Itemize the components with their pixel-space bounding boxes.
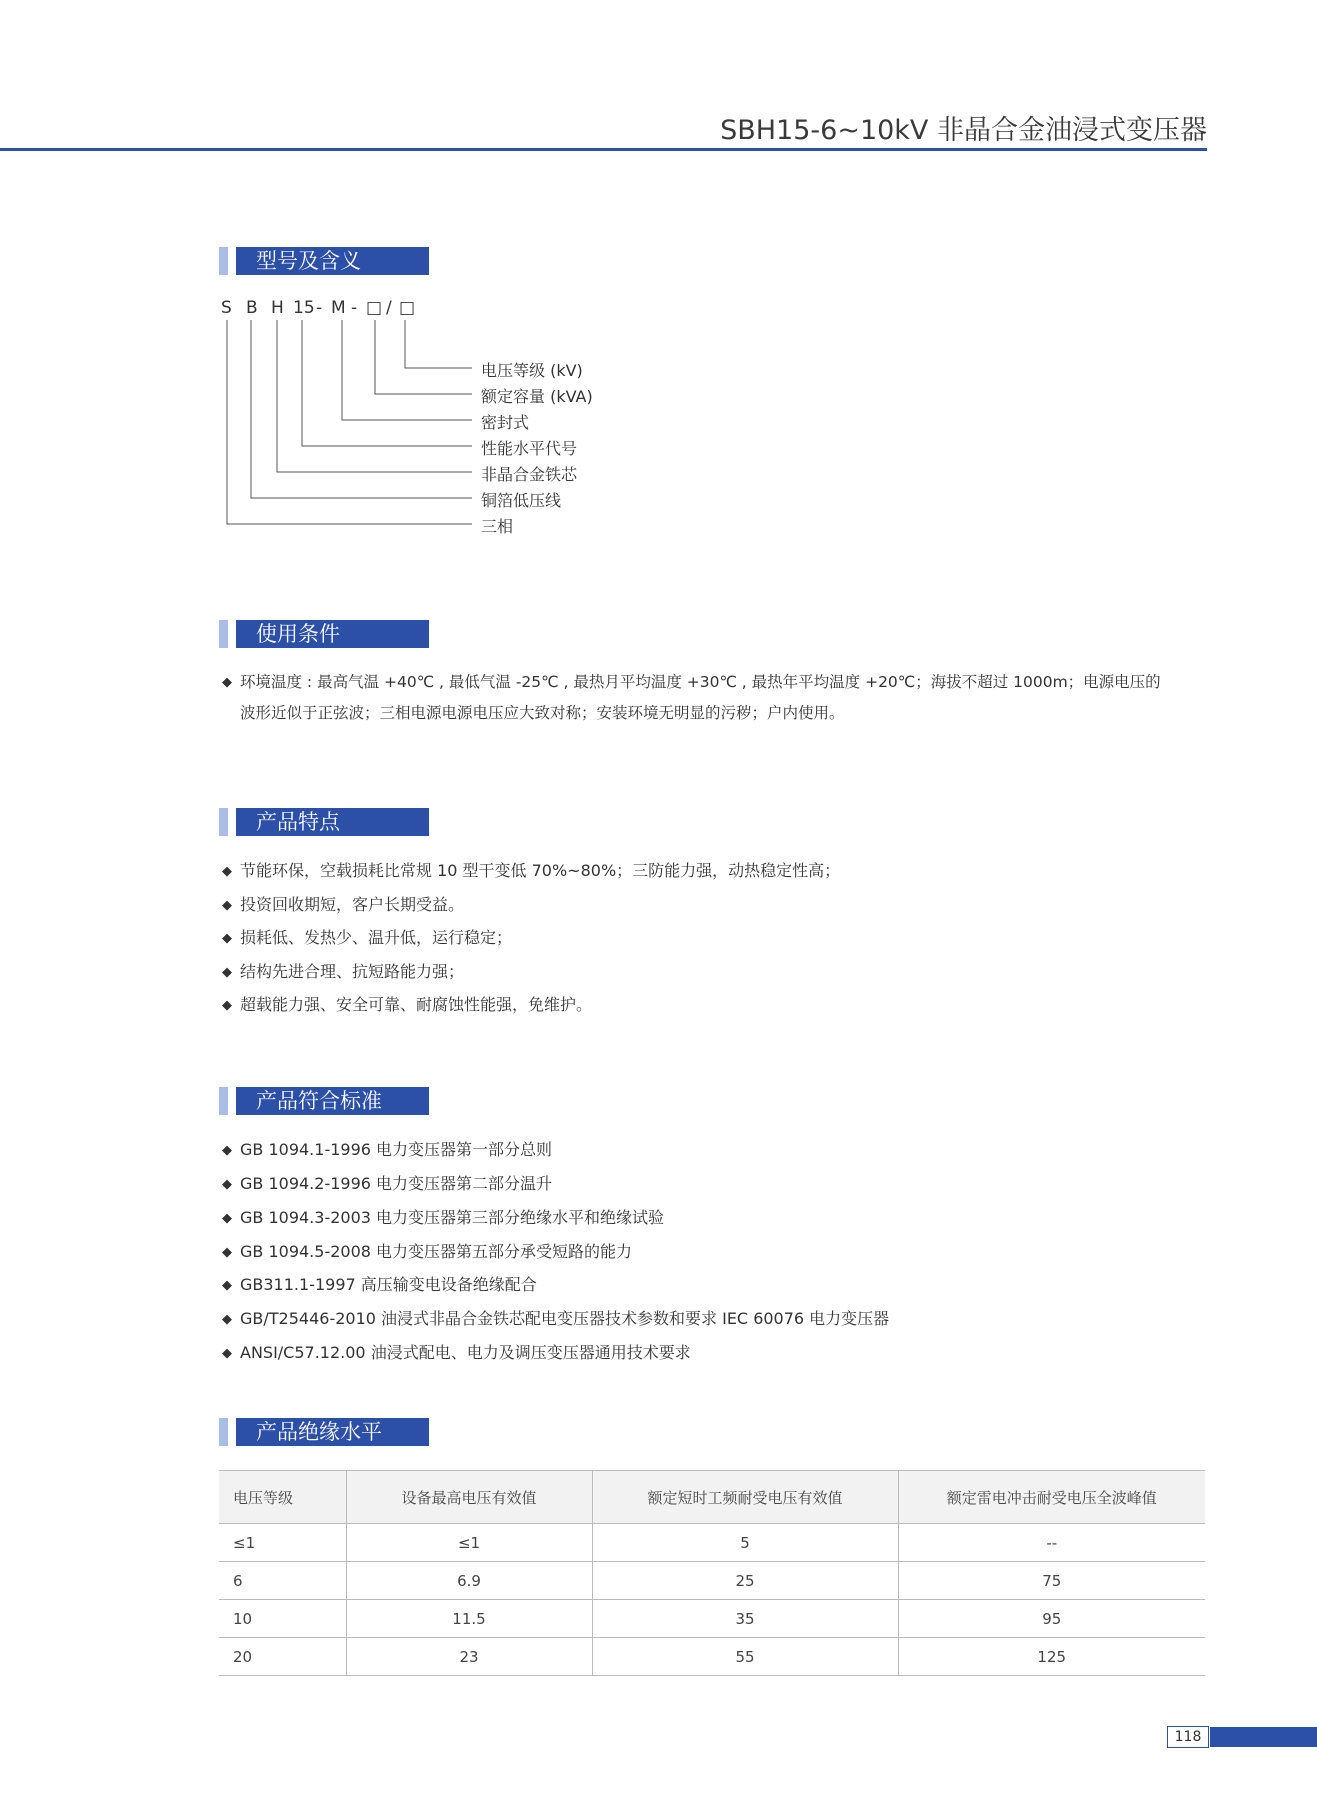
table-cell: -- — [898, 1524, 1205, 1562]
model-legend-lines — [219, 318, 479, 528]
feature-item: ◆ 投资回收期短，客户长期受益。 — [222, 895, 465, 914]
table-row — [219, 1638, 1205, 1676]
table-cell: 35 — [592, 1600, 898, 1638]
model-code-char: S — [221, 298, 232, 318]
table-cell: 75 — [898, 1562, 1205, 1600]
model-code-char: □ — [399, 298, 416, 318]
table-row — [219, 1600, 1205, 1638]
section-title: 产品符合标准 — [236, 1087, 429, 1115]
model-code-char: H — [271, 298, 284, 318]
model-code-char: - — [316, 298, 323, 318]
legend-line — [302, 320, 472, 446]
model-legend-item: 三相 — [481, 517, 514, 536]
table-cell: ≤1 — [219, 1524, 346, 1562]
table-cell: 6.9 — [346, 1562, 592, 1600]
section-title: 使用条件 — [236, 620, 429, 648]
table-row — [219, 1524, 1205, 1562]
section-marker — [219, 620, 228, 648]
standard-item: ◆ GB 1094.3-2003 电力变压器第三部分绝缘水平和绝缘试验 — [222, 1208, 665, 1227]
conditions-line: ◆ 环境温度 : 最高气温 +40℃ , 最低气温 -25℃ , 最热月平均温度 +30℃ , 最热年平均温度 +20℃；海拔不超过 1000m；电源电压的 — [222, 673, 1161, 691]
bullet-icon: ◆ — [222, 1312, 232, 1327]
header-rule — [0, 148, 1207, 151]
bullet-icon: ◆ — [222, 1177, 232, 1192]
section-marker — [219, 1087, 228, 1115]
model-code-char: - — [351, 298, 358, 318]
model-code-char: B — [246, 298, 258, 318]
page-number: 118 — [1167, 1726, 1209, 1748]
model-legend-item: 额定容量 (kVA) — [481, 387, 593, 406]
bullet-icon: ◆ — [222, 965, 232, 980]
bullet-icon: ◆ — [222, 998, 232, 1013]
table-header-row — [219, 1471, 1205, 1524]
legend-line — [405, 320, 472, 368]
model-legend-item: 电压等级 (kV) — [481, 361, 583, 380]
legend-line — [342, 320, 472, 420]
section-title: 型号及含义 — [236, 247, 429, 275]
table-cell: ≤1 — [346, 1524, 592, 1562]
model-code-char: / — [386, 298, 392, 318]
standard-item: ◆ GB/T25446-2010 油浸式非晶合金铁芯配电变压器技术参数和要求 IEC 60076 电力变压器 — [222, 1309, 890, 1328]
table-row — [219, 1562, 1205, 1600]
table-cell: 55 — [592, 1638, 898, 1676]
table-cell: 6 — [219, 1562, 346, 1600]
bullet-icon: ◆ — [222, 1245, 232, 1260]
table-cell: 20 — [219, 1638, 346, 1676]
bullet-icon: ◆ — [222, 1143, 232, 1158]
legend-line — [375, 320, 472, 394]
bullet-icon: ◆ — [222, 1278, 232, 1293]
section-title: 产品特点 — [236, 808, 429, 836]
table-cell: 95 — [898, 1600, 1205, 1638]
bullet-icon: ◆ — [222, 898, 232, 913]
model-legend-item: 性能水平代号 — [481, 439, 578, 458]
bullet-icon: ◆ — [222, 1211, 232, 1226]
legend-line — [227, 320, 472, 524]
table-cell: 125 — [898, 1638, 1205, 1676]
model-code-char: □ — [366, 298, 383, 318]
column-header: 额定雷电冲击耐受电压全波峰值 — [898, 1471, 1205, 1524]
column-header: 电压等级 — [219, 1471, 346, 1524]
page-number-bar — [1210, 1727, 1317, 1747]
standard-item: ◆ GB 1094.1-1996 电力变压器第一部分总则 — [222, 1140, 553, 1159]
model-legend-item: 铜箔低压线 — [481, 491, 562, 510]
bullet-icon: ◆ — [222, 1346, 232, 1361]
feature-item: ◆ 损耗低、发热少、温升低，运行稳定； — [222, 928, 513, 947]
legend-line — [251, 320, 472, 498]
table-cell: 5 — [592, 1524, 898, 1562]
standard-item: ◆ GB311.1-1997 高压输变电设备绝缘配合 — [222, 1275, 537, 1294]
section-marker — [219, 808, 228, 836]
column-header: 额定短时工频耐受电压有效值 — [592, 1471, 898, 1524]
model-code-char: M — [331, 298, 346, 318]
model-legend-item: 密封式 — [481, 413, 530, 432]
bullet-icon: ◆ — [222, 864, 232, 879]
table-cell: 11.5 — [346, 1600, 592, 1638]
feature-item: ◆ 超载能力强、安全可靠、耐腐蚀性能强，免维护。 — [222, 995, 593, 1014]
column-header: 设备最高电压有效值 — [346, 1471, 592, 1524]
feature-item: ◆ 结构先进合理、抗短路能力强； — [222, 962, 465, 981]
insulation-table — [219, 1470, 1205, 1676]
model-code-char: 15 — [293, 298, 315, 318]
standard-item: ◆ ANSI/C57.12.00 油浸式配电、电力及调压变压器通用技术要求 — [222, 1343, 691, 1362]
table-cell: 10 — [219, 1600, 346, 1638]
model-legend-item: 非晶合金铁芯 — [481, 465, 578, 484]
standard-item: ◆ GB 1094.2-1996 电力变压器第二部分温升 — [222, 1174, 553, 1193]
feature-item: ◆ 节能环保，空载损耗比常规 10 型干变低 70%~80%；三防能力强，动热稳定性高； — [222, 861, 841, 880]
section-title: 产品绝缘水平 — [236, 1418, 429, 1446]
bullet-icon: ◆ — [222, 931, 232, 946]
standard-item: ◆ GB 1094.5-2008 电力变压器第五部分承受短路的能力 — [222, 1242, 633, 1261]
page-title: SBH15-6~10kV 非晶合金油浸式变压器 — [720, 115, 1207, 146]
section-marker — [219, 1418, 228, 1446]
conditions-line: 波形近似于正弦波；三相电源电源电压应大致对称；安装环境无明显的污秽；户内使用。 — [240, 704, 845, 722]
section-marker — [219, 247, 228, 275]
table-cell: 25 — [592, 1562, 898, 1600]
bullet-icon: ◆ — [222, 675, 232, 690]
table-cell: 23 — [346, 1638, 592, 1676]
